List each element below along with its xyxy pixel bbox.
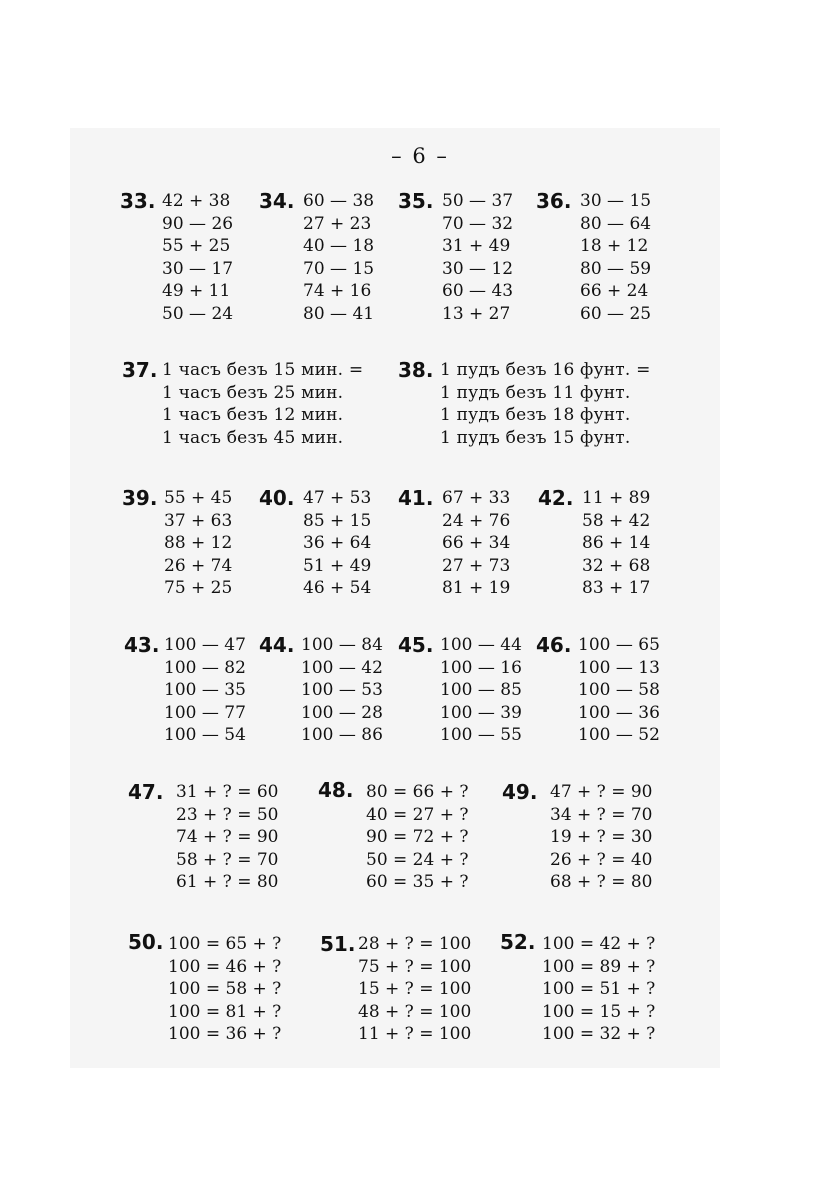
exercise-line: 11 + ? = 100 xyxy=(358,1024,472,1045)
exercise-line: 60 — 43 xyxy=(442,281,514,302)
exercise-line: 19 + ? = 30 xyxy=(550,827,653,848)
exercise-line: 100 — 55 xyxy=(440,725,522,746)
exercise-line: 100 — 13 xyxy=(578,657,660,678)
exercise-line: 81 + 19 xyxy=(442,578,511,599)
exercise-line: 1 пудъ безъ 16 фунт. = xyxy=(440,360,651,380)
exercise-line: 55 + 45 xyxy=(164,488,233,508)
exercise-line: 100 = 36 + ? xyxy=(168,1024,282,1045)
exercise-line: 26 + 74 xyxy=(164,555,233,576)
exercise-line: 1 пудъ безъ 15 фунт. xyxy=(440,427,631,448)
exercise-line: 51 + 49 xyxy=(303,555,372,576)
exercise-line: 100 — 44 xyxy=(440,635,522,655)
exercise-number: 43. xyxy=(124,633,160,657)
exercise-line: 40 = 27 + ? xyxy=(366,804,469,825)
exercise-line: 100 — 84 xyxy=(301,635,383,655)
exercise-line: 50 — 37 xyxy=(442,191,514,211)
exercise-line: 60 — 25 xyxy=(580,303,652,324)
exercise-line: 58 + 42 xyxy=(582,510,651,531)
exercise-number: 41. xyxy=(398,486,434,510)
exercise-number: 39. xyxy=(122,486,158,510)
exercise-line: 100 — 39 xyxy=(440,702,522,723)
exercise-line: 31 + 49 xyxy=(442,236,511,257)
exercise-line: 1 часъ безъ 12 мин. xyxy=(162,405,344,426)
exercise-line: 100 — 28 xyxy=(301,702,383,723)
exercise-line: 100 = 51 + ? xyxy=(542,979,656,1000)
exercise-line: 100 — 52 xyxy=(578,725,660,746)
exercise-number: 36. xyxy=(536,189,572,213)
exercise-number: 45. xyxy=(398,633,434,657)
exercise-line: 80 — 64 xyxy=(580,213,652,234)
exercise-line: 86 + 14 xyxy=(582,533,651,554)
exercise-line: 49 + 11 xyxy=(162,281,231,302)
exercise-line: 100 = 42 + ? xyxy=(542,934,656,954)
exercise-line: 30 — 12 xyxy=(442,258,514,279)
exercise-line: 48 + ? = 100 xyxy=(358,1001,472,1022)
exercise-line: 100 — 82 xyxy=(164,657,246,678)
exercise-line: 1 часъ безъ 15 мин. = xyxy=(162,360,364,380)
exercise-line: 100 = 81 + ? xyxy=(168,1001,282,1022)
exercise-number: 51. xyxy=(320,932,356,956)
exercise-line: 67 + 33 xyxy=(442,488,511,508)
exercise-number: 52. xyxy=(500,930,536,954)
exercise-line: 100 — 35 xyxy=(164,680,246,701)
exercise-number: 46. xyxy=(536,633,572,657)
exercise-line: 100 — 54 xyxy=(164,725,246,746)
exercise-line: 1 часъ безъ 25 мин. xyxy=(162,382,344,403)
exercise-line: 34 + ? = 70 xyxy=(550,804,653,825)
exercise-line: 70 — 32 xyxy=(442,213,514,234)
exercise-line: 32 + 68 xyxy=(582,555,651,576)
exercise-line: 47 + 53 xyxy=(303,488,372,508)
exercise-line: 31 + ? = 60 xyxy=(176,782,279,802)
exercise-number: 42. xyxy=(538,486,574,510)
exercise-line: 15 + ? = 100 xyxy=(358,979,472,1000)
exercise-line: 100 — 16 xyxy=(440,657,522,678)
exercise-line: 100 = 58 + ? xyxy=(168,979,282,1000)
exercise-line: 27 + 73 xyxy=(442,555,511,576)
exercise-line: 90 — 26 xyxy=(162,213,234,234)
exercise-line: 66 + 24 xyxy=(580,281,649,302)
exercise-line: 100 — 77 xyxy=(164,702,246,723)
exercise-number: 34. xyxy=(259,189,295,213)
exercise-line: 68 + ? = 80 xyxy=(550,872,653,893)
exercise-line: 23 + ? = 50 xyxy=(176,804,279,825)
exercise-number: 49. xyxy=(502,780,538,804)
exercise-line: 66 + 34 xyxy=(442,533,511,554)
exercise-line: 80 — 59 xyxy=(580,258,652,279)
exercise-line: 37 + 63 xyxy=(164,510,233,531)
exercise-number: 37. xyxy=(122,358,158,382)
exercise-number: 50. xyxy=(128,930,164,954)
exercise-line: 100 = 89 + ? xyxy=(542,956,656,977)
exercise-line: 80 — 41 xyxy=(303,303,375,324)
exercise-line: 100 — 65 xyxy=(578,635,660,655)
exercise-line: 24 + 76 xyxy=(442,510,511,531)
exercise-line: 75 + ? = 100 xyxy=(358,956,472,977)
exercise-line: 100 — 85 xyxy=(440,680,522,701)
exercise-line: 36 + 64 xyxy=(303,533,372,554)
exercise-line: 60 — 38 xyxy=(303,191,375,211)
exercise-line: 18 + 12 xyxy=(580,236,649,257)
exercise-line: 100 — 53 xyxy=(301,680,383,701)
exercise-line: 100 = 32 + ? xyxy=(542,1024,656,1045)
exercise-line: 100 — 86 xyxy=(301,725,383,746)
exercise-number: 47. xyxy=(128,780,164,804)
exercise-line: 100 = 65 + ? xyxy=(168,934,282,954)
exercise-line: 1 пудъ безъ 11 фунт. xyxy=(440,382,631,403)
exercise-line: 100 = 46 + ? xyxy=(168,956,282,977)
exercise-line: 1 часъ безъ 45 мин. xyxy=(162,427,344,448)
exercise-line: 26 + ? = 40 xyxy=(550,849,653,870)
exercise-line: 50 = 24 + ? xyxy=(366,849,469,870)
exercise-line: 100 — 42 xyxy=(301,657,383,678)
exercise-number: 40. xyxy=(259,486,295,510)
exercise-line: 1 пудъ безъ 18 фунт. xyxy=(440,405,631,426)
exercise-number: 44. xyxy=(259,633,295,657)
exercise-number: 35. xyxy=(398,189,434,213)
exercise-line: 100 — 36 xyxy=(578,702,660,723)
exercise-line: 100 = 15 + ? xyxy=(542,1001,656,1022)
exercise-line: 70 — 15 xyxy=(303,258,375,279)
exercise-line: 90 = 72 + ? xyxy=(366,827,469,848)
exercise-line: 88 + 12 xyxy=(164,533,233,554)
exercise-number: 33. xyxy=(120,189,156,213)
exercise-line: 75 + 25 xyxy=(164,578,233,599)
exercise-line: 30 — 17 xyxy=(162,258,234,279)
exercise-line: 100 — 47 xyxy=(164,635,246,655)
exercise-line: 61 + ? = 80 xyxy=(176,872,279,893)
exercise-line: 100 — 58 xyxy=(578,680,660,701)
exercise-line: 13 + 27 xyxy=(442,303,511,324)
exercise-line: 27 + 23 xyxy=(303,213,372,234)
exercise-line: 47 + ? = 90 xyxy=(550,782,653,802)
exercise-line: 74 + ? = 90 xyxy=(176,827,279,848)
exercise-number: 38. xyxy=(398,358,434,382)
exercise-line: 11 + 89 xyxy=(582,488,651,508)
exercise-line: 83 + 17 xyxy=(582,578,651,599)
exercise-line: 46 + 54 xyxy=(303,578,372,599)
exercise-line: 74 + 16 xyxy=(303,281,372,302)
exercise-line: 50 — 24 xyxy=(162,303,234,324)
exercise-line: 42 + 38 xyxy=(162,191,231,211)
exercise-line: 60 = 35 + ? xyxy=(366,872,469,893)
exercise-line: 85 + 15 xyxy=(303,510,372,531)
exercise-line: 80 = 66 + ? xyxy=(366,782,469,802)
page-number: – 6 – xyxy=(391,144,449,168)
exercise-line: 30 — 15 xyxy=(580,191,652,211)
exercise-line: 40 — 18 xyxy=(303,236,375,257)
exercise-line: 28 + ? = 100 xyxy=(358,934,472,954)
exercise-line: 55 + 25 xyxy=(162,236,231,257)
exercise-number: 48. xyxy=(318,778,354,802)
exercise-line: 58 + ? = 70 xyxy=(176,849,279,870)
